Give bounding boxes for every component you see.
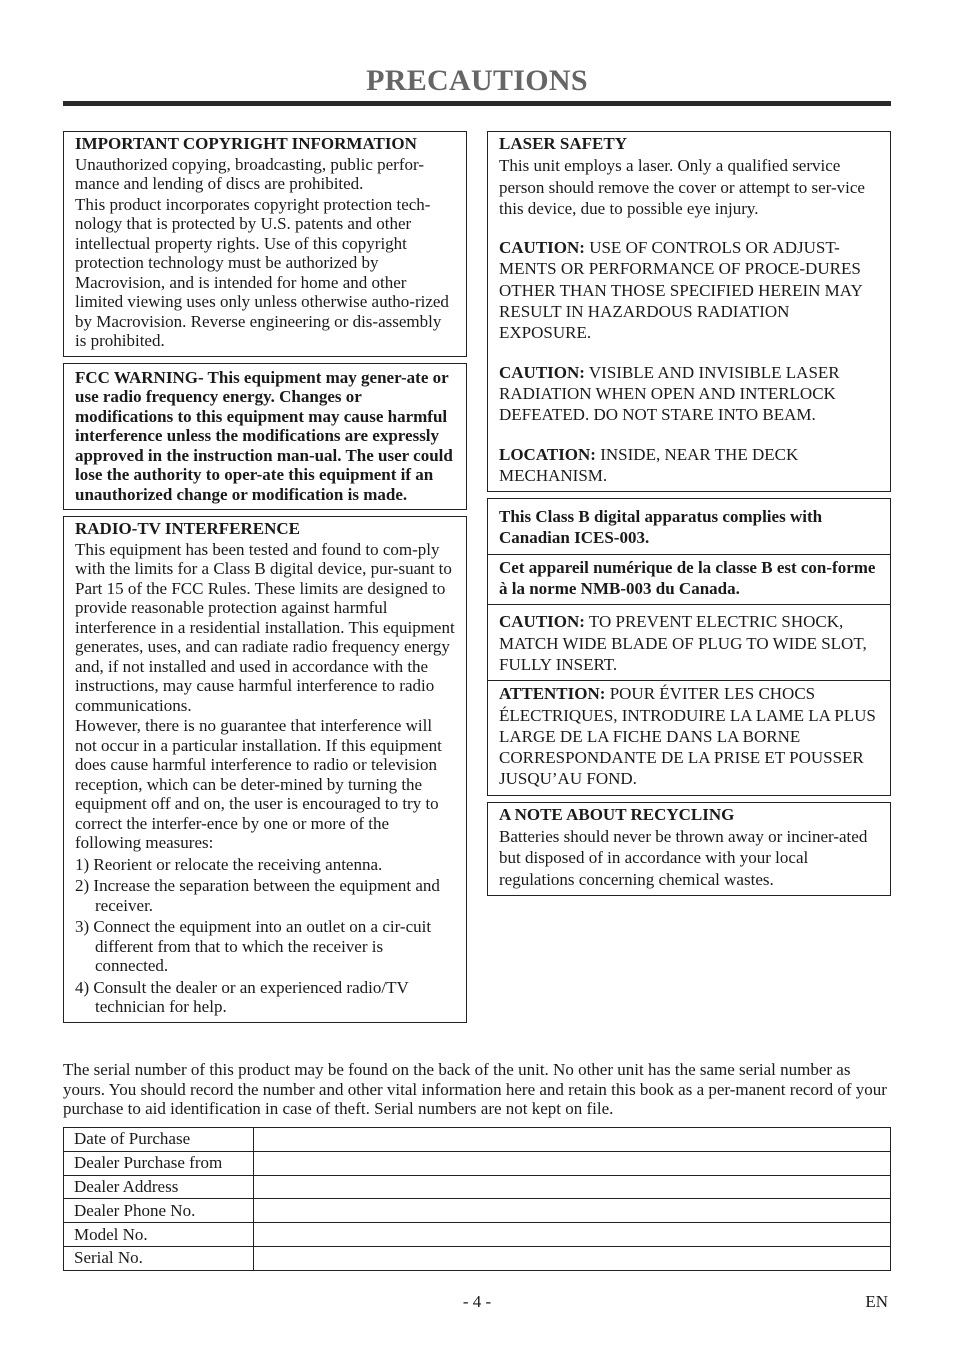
row-value[interactable] [254,1128,891,1152]
copyright-text-1: Unauthorized copying, broadcasting, public perfor-mance and lending of discs are prohibited. [75,154,424,193]
list-item: 4) Consult the dealer or an experienced radio/TV technician for help. [75,977,409,1016]
shock-caution-text [499,611,879,675]
laser-caution-1 [499,237,879,343]
canada-fr-box [487,554,891,606]
language-code: EN [865,1292,888,1311]
shock-attention-text [499,683,879,789]
fcc-warning-box [63,363,467,511]
shock-attention-box [487,680,891,795]
row-label: Serial No. [64,1246,254,1270]
purchase-record-table [63,1127,891,1271]
row-value[interactable] [254,1175,891,1199]
location-text: INSIDE, NEAR THE DECK MECHANISM. [499,444,799,485]
radio-tv-text-2: However, there is no guarantee that interference will not occur in a particular installation. If this equipment does cause harmful interference to radio or television reception, which can be deter-mined by turning the equipment off and on, the user is encouraged to try to correct the interfer-ence by one or more of the following measures: [75,716,442,852]
fcc-warning-text: FCC WARNING- This equipment may gener-ate or use radio frequency energy. Changes or modifications to this equipment may cause harmful interference unless the modifications are expressly approved in the instruction man-ual. The user could lose the authority to oper-ate this equipment if an unauthorized change or modification is made. [75,367,453,504]
row-label: Model No. [64,1223,254,1247]
caution-label: CAUTION: [499,238,585,258]
list-item: 1) Reorient or relocate the receiving antenna. [75,854,383,874]
recycling-heading: A NOTE ABOUT RECYCLING [499,804,735,824]
caution-label: CAUTION: [499,362,585,382]
row-label: Date of Purchase [64,1128,254,1152]
list-item: 2) Increase the separation between the equipment and receiver. [75,876,440,915]
caution-text: USE OF CONTROLS OR ADJUST-MENTS OR PERFORMANCE OF PROCE-DURES OTHER THAN THOSE SPECIFIED HEREIN MAY RESULT IN HAZARDOUS RADIATION EXPOSURE. [499,238,863,343]
page-number: - 4 - [462,1292,492,1311]
serial-instructions: The serial number of this product may be found on the back of the unit. No other unit has the same serial number as yours. You should record the number and other vital information here and retain this book as a per-manent record of your purchase to aid identification in case of theft. Serial numbers are not kept on file. [63,1060,887,1118]
recycling-box [487,802,891,896]
table-row [64,1246,891,1270]
row-label: Dealer Purchase from [64,1151,254,1175]
radio-tv-text-1: This equipment has been tested and found to com-ply with the limits for a Class B digital device, pur-suant to Part 15 of the FCC Rules. These limits are designed to provide reasonable protection against harmful interference in a residential installation. This equipment generates, uses, and can radiate radio frequency energy and, if not installed and used in accordance with the instructions, may cause harmful interference to radio communications. [75,539,455,715]
table-row [64,1223,891,1247]
list-item: 3) Connect the equipment into an outlet on a cir-cuit different from that to which the receiver is connected. [75,917,432,975]
page-title: PRECAUTIONS [366,64,588,97]
title-rule [63,101,891,106]
caution-text: VISIBLE AND INVISIBLE LASER RADIATION WHEN OPEN AND INTERLOCK DEFEATED. DO NOT STARE INTO BEAM. [499,362,840,425]
laser-caution-2 [499,362,879,426]
attention-text: POUR ÉVITER LES CHOCS ÉLECTRIQUES, INTRODUIRE LA LAME LA PLUS LARGE DE LA FICHE DANS LA BORNE CORRESPONDANTE DE LA PRISE ET POUSSER JUSQU’AU FOND. [499,684,876,789]
table-row [64,1199,891,1223]
table-row [64,1128,891,1152]
row-value[interactable] [254,1246,891,1270]
laser-location [499,444,879,487]
measures-list [75,855,455,1017]
canada-en-box [487,498,891,555]
shock-caution-box [487,604,891,681]
copyright-text-2: This product incorporates copyright protection tech-nology that is protected by U.S. patents and other intellectual property rights. Use of this copyright protection technology must be authorized by Macrovision, and is intended for home and other limited viewing uses only unless otherwise autho-rized by Macrovision. Reverse engineering or dis-assembly is prohibited. [75,194,449,350]
table-row [64,1151,891,1175]
copyright-heading: IMPORTANT COPYRIGHT INFORMATION [75,134,417,153]
canada-fr-text: Cet appareil numérique de la classe B est con-forme à la norme NMB-003 du Canada. [499,557,876,599]
laser-safety-box [487,131,891,492]
row-label: Dealer Phone No. [64,1199,254,1223]
location-label: LOCATION: [499,444,596,464]
radio-tv-box [63,516,467,1023]
copyright-box [63,131,467,357]
laser-intro: This unit employs a laser. Only a qualified service person should remove the cover or attempt to ser-vice this device, due to possible eye injury. [499,156,865,218]
right-column [487,131,891,896]
table-row [64,1175,891,1199]
laser-heading: LASER SAFETY [499,134,628,153]
caution-label: CAUTION: [499,612,585,632]
caution-text: TO PREVENT ELECTRIC SHOCK, MATCH WIDE BLADE OF PLUG TO WIDE SLOT, FULLY INSERT. [499,612,867,674]
row-value[interactable] [254,1199,891,1223]
radio-tv-heading: RADIO-TV INTERFERENCE [75,519,300,538]
row-value[interactable] [254,1223,891,1247]
left-column [63,131,467,1023]
row-label: Dealer Address [64,1175,254,1199]
attention-label: ATTENTION: [499,684,606,704]
row-value[interactable] [254,1151,891,1175]
recycling-text: Batteries should never be thrown away or inciner-ated but disposed of in accordance with your local regulations concerning chemical wastes. [499,827,868,889]
canada-en-text: This Class B digital apparatus complies with Canadian ICES-003. [499,507,823,548]
